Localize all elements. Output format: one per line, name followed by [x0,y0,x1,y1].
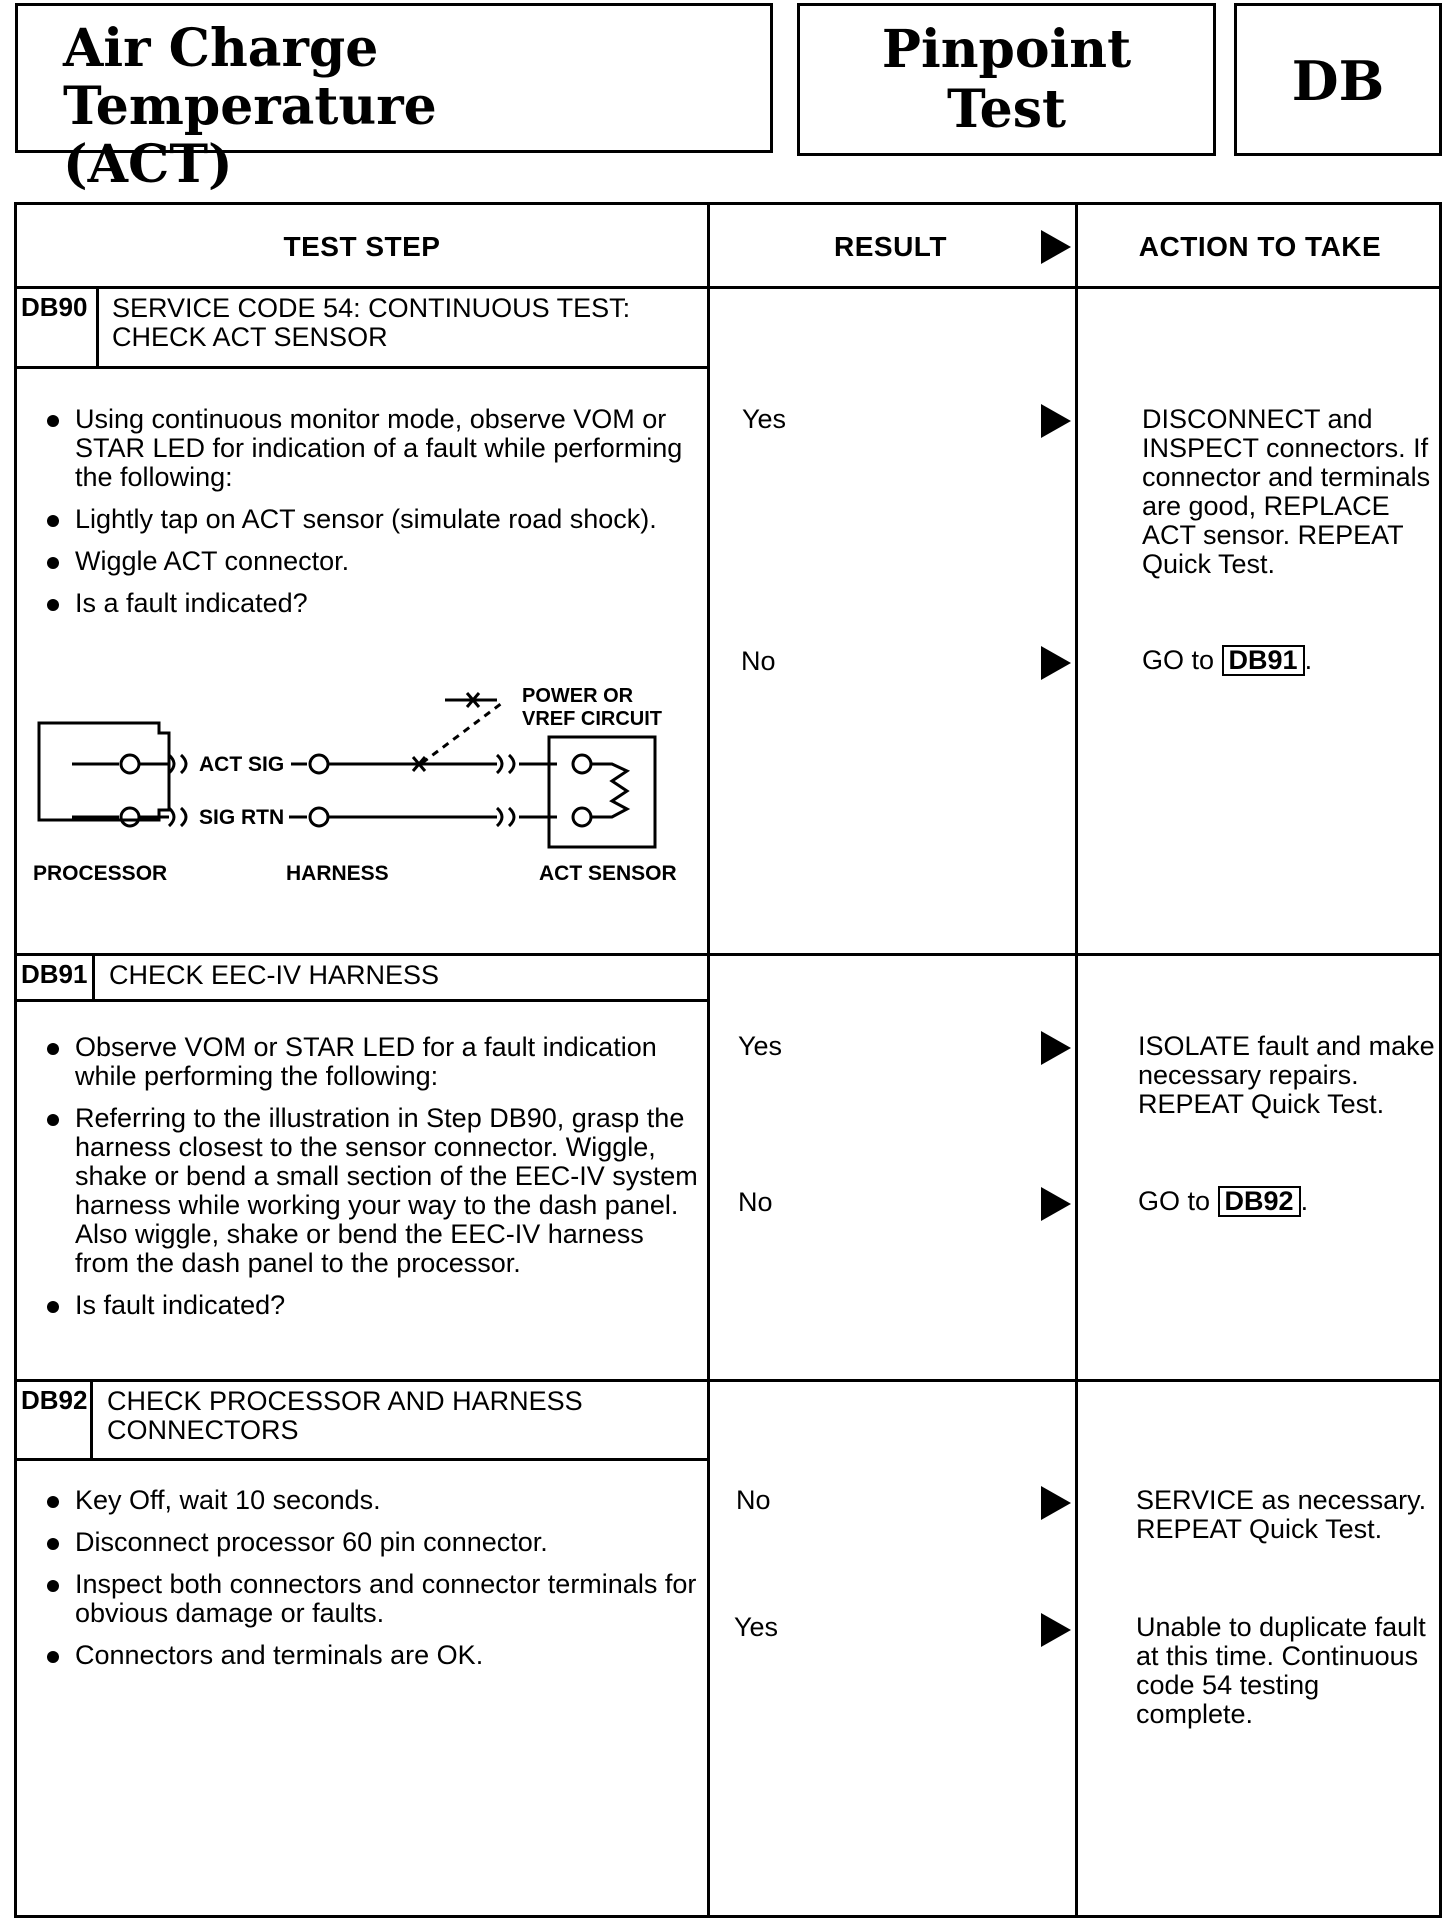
result-no-db90: No [741,646,776,676]
act-wiring-diagram [27,675,707,900]
code-box [1234,3,1442,156]
act-sensor-label: ACT SENSOR [539,862,677,885]
column-divider-1 [707,205,710,1915]
list-item: Using continuous monitor mode, observe VOM or STAR LED for indication of a fault while performing the following: [43,405,703,492]
column-header-result: RESULT [834,231,947,262]
result-arrow-icon [1041,1613,1071,1647]
step-ref-db91[interactable]: DB91 [1222,645,1305,676]
connector-bracket [509,808,514,826]
sig-rtn-label: SIG RTN [199,806,285,829]
section-box [797,3,1216,156]
section-line-1: Pinpoint [881,19,1132,80]
step-ref-db92[interactable]: DB92 [1218,1186,1301,1217]
step-title: CHECK EEC-IV HARNESS [109,960,440,990]
connector-bracket [169,808,174,826]
result-yes-db91: Yes [738,1031,783,1061]
step-title: CHECK PROCESSOR AND HARNESS CONNECTORS [107,1386,583,1445]
list-item: Connectors and terminals are OK. [43,1641,703,1670]
result-yes-db90: Yes [742,404,787,434]
title-line-2: (ACT) [63,134,233,195]
step-bullets-db92 [43,1486,703,1683]
step-title: SERVICE CODE 54: CONTINUOUS TEST: CHECK ACT SENSOR [112,293,631,352]
title-line-1: Air Charge Temperature [63,18,437,137]
break-marks [413,693,479,771]
list-item: Wiggle ACT connector. [43,547,703,576]
processor-box [39,723,169,820]
connector-bracket [181,755,186,773]
result-yes-db92: Yes [734,1612,779,1642]
page-title [63,20,770,194]
list-item: Is a fault indicated? [43,589,703,618]
list-item: Key Off, wait 10 seconds. [43,1486,703,1515]
title-box [15,3,773,195]
section-code: DB [1291,49,1385,113]
step-header-db90 [17,289,707,369]
header-arrow-icon [1041,230,1071,264]
connector-bracket [497,808,502,826]
processor-label: PROCESSOR [33,862,168,885]
step-id: DB92 [17,1382,93,1458]
action-db90-yes: DISCONNECT and INSPECT connectors. If connector and terminals are good, REPLACE ACT sensor. REPEAT Quick Test. [1142,404,1431,579]
section-title [800,20,1213,140]
harness-node-rtn [310,808,328,826]
result-arrow-icon [1041,1031,1071,1065]
step-id: DB91 [17,956,95,999]
action-db91-no: GO to DB92 . [1138,1186,1309,1216]
step-id: DB90 [17,289,99,366]
list-item: Disconnect processor 60 pin connector. [43,1528,703,1557]
list-item: Is fault indicated? [43,1291,703,1320]
harness-label: HARNESS [286,862,389,885]
action-db92-yes: Unable to duplicate fault at this time. Continuous code 54 testing complete. [1136,1612,1426,1729]
section-line-2: Test [946,79,1067,140]
step-header-db92 [17,1382,707,1461]
list-item: Referring to the illustration in Step DB90, grasp the harness closest to the sensor connector. Wiggle, shake or bend a small section of the EEC-IV system harness while working your way to the dash panel. Also wiggle, shake or bend the EEC-IV harness from the dash panel to the processor. [43,1104,703,1278]
thermistor-symbol [591,764,627,817]
harness-node-act [310,755,328,773]
connector-bracket [509,755,514,773]
result-no-db91: No [738,1187,773,1217]
act-sig-label: ACT SIG [199,753,285,776]
pinpoint-table [14,202,1442,1918]
pin-sensor-rtn [573,808,591,826]
result-arrow-icon [1041,404,1071,438]
connector-bracket [497,755,502,773]
step-bullets-db90 [43,405,703,631]
action-db91-yes: ISOLATE fault and make necessary repairs. REPEAT Quick Test. [1138,1031,1435,1119]
power-label-line-1: POWER OR [522,685,634,707]
result-no-db92: No [736,1485,771,1515]
power-label-line-2: VREF CIRCUIT [522,708,662,730]
list-item: Lightly tap on ACT sensor (simulate road shock). [43,505,703,534]
pin-processor-rtn [121,808,139,826]
pin-processor-act [121,755,139,773]
step-bullets-db91 [43,1033,703,1333]
step-header-db91 [17,956,707,1002]
connector-bracket [181,808,186,826]
list-item: Inspect both connectors and connector terminals for obvious damage or faults. [43,1570,703,1628]
column-header-action: ACTION TO TAKE [1138,231,1382,262]
result-arrow-icon [1041,1486,1071,1520]
short-path-dashed [422,703,502,763]
act-sensor-box [549,737,655,847]
result-arrow-icon [1041,646,1071,680]
action-db90-no: GO to DB91 . [1142,645,1313,675]
action-db92-no: SERVICE as necessary. REPEAT Quick Test. [1136,1485,1427,1544]
column-header-test-step: TEST STEP [283,231,441,262]
pin-sensor-act [573,755,591,773]
result-arrow-icon [1041,1187,1071,1221]
list-item: Observe VOM or STAR LED for a fault indication while performing the following: [43,1033,703,1091]
column-divider-2 [1075,205,1078,1915]
